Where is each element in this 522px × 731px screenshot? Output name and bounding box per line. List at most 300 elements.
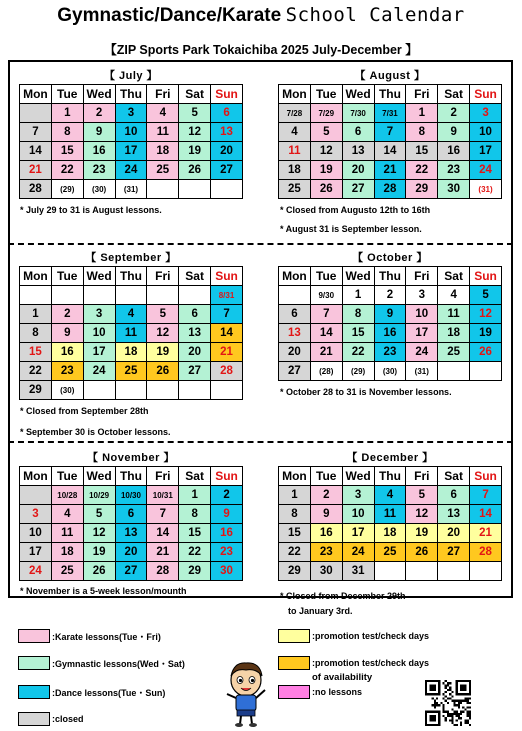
weekday-header: Tue — [310, 267, 342, 286]
weekday-header: Tue — [51, 267, 83, 286]
title-suffix: School Calendar — [285, 4, 465, 26]
week-row — [20, 505, 243, 524]
day-cell — [147, 180, 179, 199]
weekday-header: Thu — [374, 267, 406, 286]
day-cell: 26 — [83, 562, 115, 581]
legend-swatch-promotion — [278, 629, 310, 643]
note-october: * October 28 to 31 is November lessons. — [280, 387, 452, 397]
day-cell: 15 — [20, 343, 52, 362]
day-cell: 29 — [20, 381, 52, 400]
day-cell: 27 — [342, 180, 374, 199]
day-cell: 4 — [147, 104, 179, 123]
weekday-header: Sun — [211, 267, 243, 286]
week-row — [20, 486, 243, 505]
weekday-header: Sat — [179, 467, 211, 486]
legend-label-dance: :Dance lessons(Tue・Sun) — [52, 687, 166, 698]
day-cell — [211, 381, 243, 400]
day-cell — [438, 562, 470, 581]
week-row — [20, 161, 243, 180]
day-cell: 22 — [179, 543, 211, 562]
day-cell: 1 — [179, 486, 211, 505]
day-cell: 7 — [211, 305, 243, 324]
legend-label-promotion-availability: :promotion test/check days — [312, 658, 430, 668]
day-cell: 26 — [147, 362, 179, 381]
day-cell: 22 — [20, 362, 52, 381]
day-cell: 23 — [438, 161, 470, 180]
weekday-header: Sat — [438, 85, 470, 104]
day-cell: 13 — [279, 324, 311, 343]
day-cell: 10 — [20, 524, 52, 543]
day-cell: 24 — [20, 562, 52, 581]
day-cell: 2 — [211, 486, 243, 505]
week-row — [20, 543, 243, 562]
day-cell: 24 — [115, 161, 147, 180]
week-row — [279, 180, 502, 199]
week-row — [20, 562, 243, 581]
day-cell: 2 — [83, 104, 115, 123]
day-cell: 29 — [279, 562, 311, 581]
day-cell — [83, 286, 115, 305]
day-cell: 20 — [115, 543, 147, 562]
legend-gymnastic — [18, 656, 185, 670]
weekday-header: Sat — [438, 467, 470, 486]
day-cell: 26 — [470, 343, 502, 362]
day-cell — [20, 286, 52, 305]
day-cell: 8 — [179, 505, 211, 524]
day-cell: 18 — [279, 161, 311, 180]
day-cell: 5 — [147, 305, 179, 324]
day-cell: 27 — [179, 362, 211, 381]
day-cell: (29) — [342, 362, 374, 381]
day-cell: 1 — [279, 486, 311, 505]
day-cell: 21 — [20, 161, 52, 180]
calendar-grid — [278, 266, 502, 381]
week-row — [279, 161, 502, 180]
day-cell: 1 — [342, 286, 374, 305]
weekday-header: Sat — [179, 85, 211, 104]
day-cell: 14 — [470, 505, 502, 524]
day-cell: 9 — [83, 123, 115, 142]
day-cell: 3 — [406, 286, 438, 305]
weekday-header: Sat — [438, 267, 470, 286]
legend-swatch-closed — [18, 712, 50, 726]
week-row — [279, 324, 502, 343]
day-cell: 9 — [374, 305, 406, 324]
day-cell: 15 — [406, 142, 438, 161]
day-cell: 6 — [211, 104, 243, 123]
weekday-header: Mon — [279, 85, 311, 104]
day-cell: 2 — [438, 104, 470, 123]
week-row — [279, 286, 502, 305]
mascot-illustration — [222, 658, 270, 728]
month-july — [19, 68, 243, 199]
weekday-header: Mon — [20, 467, 52, 486]
day-cell: 5 — [310, 123, 342, 142]
day-cell: 1 — [406, 104, 438, 123]
day-cell: 27 — [211, 161, 243, 180]
day-cell — [438, 362, 470, 381]
weekday-header: Sun — [470, 267, 502, 286]
legend-swatch-no-lessons — [278, 685, 310, 699]
day-cell: 6 — [438, 486, 470, 505]
day-cell: 20 — [342, 161, 374, 180]
day-cell: 16 — [211, 524, 243, 543]
week-row — [20, 180, 243, 199]
day-cell: 10/30 — [115, 486, 147, 505]
legend-no-lessons — [278, 685, 362, 699]
note-august-1: * Closed from Augusto 12th to 16th — [280, 205, 431, 215]
legend-label-gymnastic: :Gymnastic lessons(Wed・Sat) — [52, 658, 185, 669]
day-cell: 25 — [51, 562, 83, 581]
note-september-1: * Closed from September 28th — [20, 406, 149, 416]
day-cell: 20 — [179, 343, 211, 362]
day-cell: 20 — [211, 142, 243, 161]
day-cell: 19 — [406, 524, 438, 543]
weekday-header: Fri — [406, 267, 438, 286]
weekday-header: Mon — [279, 467, 311, 486]
day-cell — [179, 180, 211, 199]
weekday-header: Sun — [470, 85, 502, 104]
day-cell: 11 — [374, 505, 406, 524]
month-october — [278, 250, 502, 381]
day-cell: 11 — [438, 305, 470, 324]
day-cell: 15 — [279, 524, 311, 543]
day-cell: 22 — [279, 543, 311, 562]
day-cell: 17 — [20, 543, 52, 562]
day-cell: 28 — [470, 543, 502, 562]
day-cell: 10 — [470, 123, 502, 142]
page-title — [0, 4, 522, 27]
day-cell: 29 — [406, 180, 438, 199]
day-cell — [279, 286, 311, 305]
day-cell: 12 — [179, 123, 211, 142]
day-cell: 25 — [374, 543, 406, 562]
day-cell: 13 — [115, 524, 147, 543]
day-cell: 13 — [179, 324, 211, 343]
day-cell — [147, 381, 179, 400]
day-cell: 11 — [147, 123, 179, 142]
day-cell — [83, 381, 115, 400]
week-row — [279, 104, 502, 123]
week-row — [20, 524, 243, 543]
month-title: 【 December 】 — [346, 452, 434, 464]
month-title: 【 September 】 — [85, 252, 177, 264]
day-cell: 18 — [374, 524, 406, 543]
day-cell: 8 — [51, 123, 83, 142]
day-cell: 24 — [342, 543, 374, 562]
day-cell: 27 — [438, 543, 470, 562]
week-row — [279, 343, 502, 362]
day-cell: 7/28 — [279, 104, 311, 123]
day-cell: 21 — [147, 543, 179, 562]
day-cell: 17 — [470, 142, 502, 161]
day-cell: 5 — [470, 286, 502, 305]
day-cell: 2 — [310, 486, 342, 505]
day-cell: 31 — [342, 562, 374, 581]
week-row — [279, 362, 502, 381]
note-august-2: * August 31 is September lesson. — [280, 224, 422, 234]
week-row — [279, 505, 502, 524]
day-cell: (30) — [83, 180, 115, 199]
day-cell — [374, 562, 406, 581]
weekday-header: Thu — [374, 467, 406, 486]
day-cell: 30 — [438, 180, 470, 199]
day-cell: 21 — [470, 524, 502, 543]
week-row — [20, 305, 243, 324]
legend-availability-text: of availability — [312, 672, 373, 683]
day-cell: 29 — [179, 562, 211, 581]
day-cell: 12 — [406, 505, 438, 524]
day-cell: 10/29 — [83, 486, 115, 505]
day-cell: 23 — [211, 543, 243, 562]
day-cell: 10 — [83, 324, 115, 343]
day-cell: 8 — [406, 123, 438, 142]
day-cell: 20 — [438, 524, 470, 543]
day-cell: 21 — [310, 343, 342, 362]
day-cell: 4 — [438, 286, 470, 305]
week-row — [279, 142, 502, 161]
day-cell: 6 — [115, 505, 147, 524]
day-cell: (30) — [374, 362, 406, 381]
calendar-grid — [19, 84, 243, 199]
day-cell: 27 — [279, 362, 311, 381]
weekday-header: Tue — [310, 85, 342, 104]
legend-promotion-availability — [278, 656, 429, 670]
day-cell: 9 — [438, 123, 470, 142]
weekday-header: Thu — [115, 467, 147, 486]
day-cell: 1 — [51, 104, 83, 123]
day-cell: 7 — [374, 123, 406, 142]
day-cell: (28) — [310, 362, 342, 381]
day-cell: (29) — [51, 180, 83, 199]
day-cell: 24 — [406, 343, 438, 362]
day-cell: 3 — [83, 305, 115, 324]
weekday-header: Fri — [147, 85, 179, 104]
weekday-header: Tue — [310, 467, 342, 486]
day-cell — [406, 562, 438, 581]
day-cell: 7/31 — [374, 104, 406, 123]
qr-code-icon — [425, 680, 471, 726]
calendar-grid — [278, 466, 502, 581]
day-cell: 18 — [51, 543, 83, 562]
day-cell: 23 — [51, 362, 83, 381]
day-cell: 7/30 — [342, 104, 374, 123]
day-cell: 26 — [179, 161, 211, 180]
day-cell: 23 — [83, 161, 115, 180]
day-cell: 8 — [279, 505, 311, 524]
weekday-header: Wed — [83, 85, 115, 104]
day-cell: 10/31 — [147, 486, 179, 505]
day-cell: 10/28 — [51, 486, 83, 505]
day-cell: 4 — [51, 505, 83, 524]
day-cell: 27 — [115, 562, 147, 581]
note-july: * July 29 to 31 is August lessons. — [20, 205, 162, 215]
day-cell: 25 — [147, 161, 179, 180]
day-cell: 19 — [147, 343, 179, 362]
weekday-header: Thu — [374, 85, 406, 104]
note-december-2: to January 3rd. — [288, 606, 353, 616]
day-cell: 3 — [342, 486, 374, 505]
title-main: Gymnastic/Dance/Karate — [57, 5, 282, 26]
month-title: 【 August 】 — [354, 70, 426, 82]
day-cell: 2 — [374, 286, 406, 305]
day-cell: 4 — [115, 305, 147, 324]
week-row — [20, 343, 243, 362]
weekday-header: Thu — [115, 267, 147, 286]
day-cell: 9 — [310, 505, 342, 524]
day-cell: 17 — [115, 142, 147, 161]
day-cell — [115, 286, 147, 305]
day-cell: 11 — [279, 142, 311, 161]
day-cell: 22 — [51, 161, 83, 180]
legend-promotion — [278, 629, 429, 643]
note-december-1: * Closed from December 29th — [280, 591, 406, 601]
weekday-header: Wed — [342, 467, 374, 486]
day-cell: (31) — [406, 362, 438, 381]
month-december — [278, 450, 502, 581]
month-september — [19, 250, 243, 400]
note-september-2: * September 30 is October lessons. — [20, 427, 171, 437]
day-cell: 12 — [470, 305, 502, 324]
legend-label-no-lessons: :no lessons — [312, 687, 363, 697]
calendar-grid — [278, 84, 502, 199]
day-cell: 26 — [310, 180, 342, 199]
row-separator-1 — [8, 243, 513, 245]
weekday-header: Fri — [147, 267, 179, 286]
day-cell: 10 — [342, 505, 374, 524]
legend-karate — [18, 629, 161, 643]
weekday-header: Wed — [342, 85, 374, 104]
day-cell: 15 — [51, 142, 83, 161]
day-cell: 25 — [279, 180, 311, 199]
day-cell: 21 — [374, 161, 406, 180]
day-cell: 13 — [211, 123, 243, 142]
day-cell: 24 — [470, 161, 502, 180]
day-cell: 8 — [342, 305, 374, 324]
calendar-grid — [19, 266, 243, 400]
day-cell: 26 — [406, 543, 438, 562]
day-cell — [20, 104, 52, 123]
day-cell: 14 — [310, 324, 342, 343]
weekday-header: Mon — [20, 267, 52, 286]
week-row — [20, 104, 243, 123]
legend-swatch-karate — [18, 629, 50, 643]
month-august — [278, 68, 502, 199]
month-title: 【 November 】 — [87, 452, 175, 464]
day-cell: 13 — [438, 505, 470, 524]
day-cell: (31) — [115, 180, 147, 199]
day-cell: 20 — [279, 343, 311, 362]
day-cell: 19 — [470, 324, 502, 343]
weekday-header: Sun — [470, 467, 502, 486]
weekday-header: Fri — [147, 467, 179, 486]
legend-label-promotion: :promotion test/check days — [312, 631, 430, 641]
day-cell: 5 — [83, 505, 115, 524]
week-row — [20, 142, 243, 161]
week-row — [279, 305, 502, 324]
day-cell: 28 — [147, 562, 179, 581]
legend-dance — [18, 685, 165, 699]
weekday-header: Fri — [406, 467, 438, 486]
month-title: 【 July 】 — [103, 70, 159, 82]
weekday-header: Wed — [83, 267, 115, 286]
calendar-grid — [19, 466, 243, 581]
week-row — [20, 324, 243, 343]
day-cell: 28 — [374, 180, 406, 199]
day-cell: 22 — [406, 161, 438, 180]
day-cell: 12 — [83, 524, 115, 543]
day-cell: 28 — [211, 362, 243, 381]
page-subtitle: 【ZIP Sports Park Tokaichiba 2025 July-December 】 — [104, 43, 418, 57]
day-cell: 1 — [20, 305, 52, 324]
day-cell — [179, 286, 211, 305]
day-cell: 13 — [342, 142, 374, 161]
legend-swatch-dance — [18, 685, 50, 699]
day-cell: 12 — [310, 142, 342, 161]
weekday-header: Sun — [211, 85, 243, 104]
day-cell: 14 — [374, 142, 406, 161]
day-cell: 6 — [342, 123, 374, 142]
note-november: * November is a 5-week lesson/mounth — [20, 586, 187, 596]
day-cell: 5 — [179, 104, 211, 123]
day-cell: 17 — [83, 343, 115, 362]
month-title: 【 October 】 — [352, 252, 428, 264]
day-cell: 16 — [310, 524, 342, 543]
day-cell: 12 — [147, 324, 179, 343]
week-row — [20, 286, 243, 305]
day-cell: (31) — [470, 180, 502, 199]
day-cell: 16 — [438, 142, 470, 161]
day-cell: 25 — [115, 362, 147, 381]
day-cell — [179, 381, 211, 400]
day-cell — [211, 180, 243, 199]
day-cell — [20, 486, 52, 505]
week-row — [20, 381, 243, 400]
day-cell: 15 — [179, 524, 211, 543]
legend-swatch-gymnastic — [18, 656, 50, 670]
day-cell: 16 — [51, 343, 83, 362]
weekday-header: Wed — [342, 267, 374, 286]
day-cell: 11 — [51, 524, 83, 543]
row-separator-2 — [8, 441, 513, 443]
weekday-header: Fri — [406, 85, 438, 104]
day-cell: 21 — [211, 343, 243, 362]
day-cell: 8 — [20, 324, 52, 343]
day-cell: 9 — [51, 324, 83, 343]
day-cell: 11 — [115, 324, 147, 343]
day-cell: (30) — [51, 381, 83, 400]
week-row — [279, 486, 502, 505]
week-row — [20, 123, 243, 142]
day-cell: 15 — [342, 324, 374, 343]
day-cell — [470, 562, 502, 581]
legend-label-karate: :Karate lessons(Tue・Fri) — [52, 631, 161, 642]
day-cell: 16 — [374, 324, 406, 343]
week-row — [20, 362, 243, 381]
day-cell: 10 — [406, 305, 438, 324]
month-november — [19, 450, 243, 581]
weekday-header: Sun — [211, 467, 243, 486]
weekday-header: Wed — [83, 467, 115, 486]
day-cell: 19 — [83, 543, 115, 562]
day-cell — [51, 286, 83, 305]
day-cell: 4 — [279, 123, 311, 142]
day-cell: 25 — [438, 343, 470, 362]
day-cell: 19 — [310, 161, 342, 180]
day-cell: 6 — [179, 305, 211, 324]
weekday-header: Thu — [115, 85, 147, 104]
day-cell: 10 — [115, 123, 147, 142]
